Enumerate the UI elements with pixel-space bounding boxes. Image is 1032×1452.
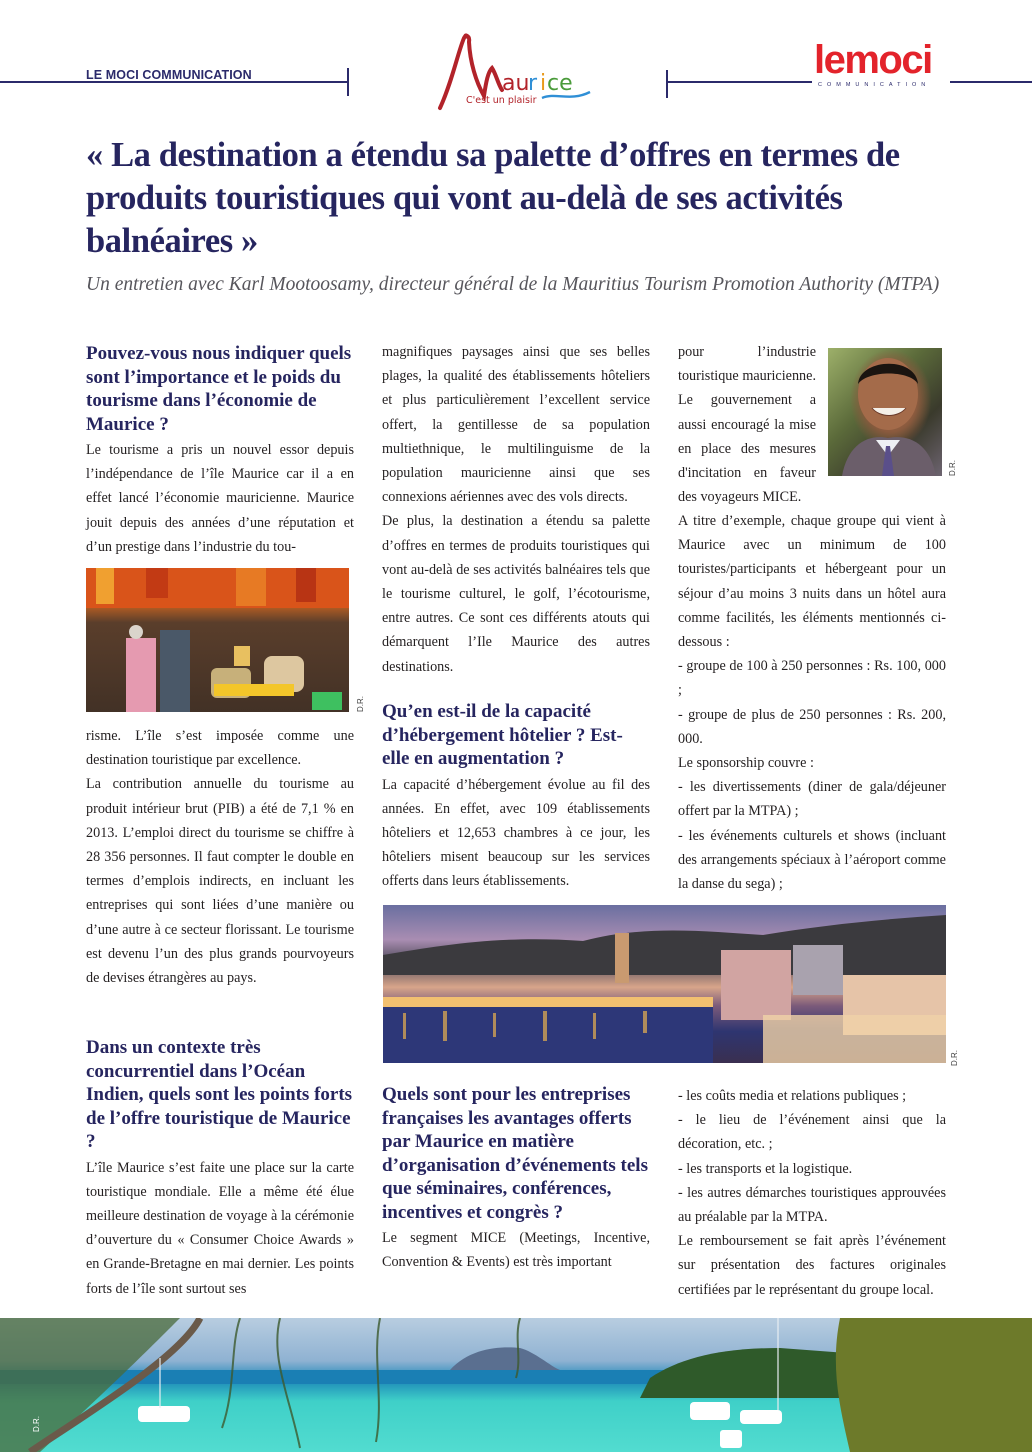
answer-2-part-3: De plus, la destination a étendu sa palette d’offres en termes de produits touristiques qui vont au-delà de ses activités balnéaires tels que le tourisme culturel, le golf, l’écotourisme, entre autres. Ce sont ces différents atouts qui démarquent l’Ile Maurice des autres destinations. — [382, 513, 650, 675]
svg-text:au: au — [502, 71, 530, 96]
column-2-top — [382, 340, 650, 679]
article-subtitle: Un entretien avec Karl Mootoosamy, directeur général de la Mauritius Tourism Promotion Authority (MTPA) — [86, 274, 940, 295]
column-3-bottom — [678, 1084, 946, 1302]
column-1-middle — [86, 724, 354, 990]
list-item: - groupe de 100 à 250 personnes : Rs. 100, 000 ; — [678, 658, 946, 699]
question-2: Dans un contexte très concurrentiel dans l’Océan Indien, quels sont les points forts de l’offre touristique de Maurice ? — [86, 1037, 353, 1152]
list-item: - le lieu de l’événement ainsi que la décoration, etc. ; — [678, 1112, 946, 1153]
list-item: - groupe de plus de 250 personnes : Rs. 200, 000. — [678, 706, 946, 747]
section-label: LE MOCI COMMUNICATION — [86, 68, 252, 82]
list-item: - les événements culturels et shows (incluant des arrangements spéciaux à l’aéroport comme la danse du sega) ; — [678, 827, 946, 893]
svg-text:ce: ce — [547, 71, 573, 96]
answer-4-part-1: pour l’industrie touristique mauricienne. Le gouvernement a aussi encouragé la mise en place des mesures d'incitation en faveur des voyageurs MICE. — [678, 344, 816, 506]
list-item: - les autres démarches touristiques approuvées au préalable par la MTPA. — [678, 1184, 946, 1226]
market-photo-credit: D.R. — [356, 696, 365, 712]
answer-1-part-1: Le tourisme a pris un nouvel essor depuis l’indépendance de l’île Maurice car il a en effet lancé l’économie mauricienne. Maurice jouit depuis des années d’une réputation et d’un prestige dans l’industrie du tou- — [86, 442, 354, 555]
beach-banner-credit: D.R. — [32, 1416, 41, 1432]
lemoci-sub: COMMUNICATION — [818, 82, 931, 88]
header-rule-right-tick — [666, 70, 668, 98]
maurice-logo — [430, 32, 600, 114]
answer-4-part-2: A titre d’exemple, chaque groupe qui vient à Maurice avec un minimum de 100 touristes/participants et hébergeant pour un séjour d’au moins 3 nuits dans un hôtel aura comme facilités, les éléments mentionnés ci-dessous : — [678, 513, 946, 651]
answer-2-part-2: magnifiques paysages ainsi que ses belles plages, la qualité des établissements hôteliers et plus particulièrement l’excellent service offert, la gentillesse de sa population multiethnique, le multilinguisme de la population mauricienne ainsi que ses connexions aériennes avec des vols directs. — [382, 344, 650, 506]
answer-4-part-3: Le sponsorship couvre : — [678, 755, 814, 772]
city-skyline-icon — [383, 905, 946, 1063]
answer-5-part-1: Le segment MICE (Meetings, Incentive, Convention & Events) est très important — [382, 1230, 650, 1271]
column-2-bottom — [382, 1083, 650, 1274]
answer-2-part-1: L’île Maurice s’est faite une place sur la carte touristique mondiale. Elle a même été élue meilleure destination de voyage à la cérémonie d’ouverture du « Consumer Choice Awards » en Grande-Bretagne en mai dernier. Les points forts de l’île sont surtout ses — [86, 1159, 354, 1297]
portrait-photo — [828, 348, 942, 476]
city-photo-credit: D.R. — [950, 1050, 959, 1066]
market-scene-icon — [86, 568, 349, 712]
list-item: - les transports et la logistique. — [678, 1160, 853, 1177]
list-item: - les coûts media et relations publiques ; — [678, 1088, 907, 1104]
portrait-person-icon — [828, 348, 942, 476]
column-3-top — [678, 340, 816, 509]
question-1: Pouvez-vous nous indiquer quels sont l’importance et le poids du tourisme dans l’économie de Maurice ? — [86, 343, 352, 435]
question-4: Quels sont pour les entreprises françaises les avantages offerts par Maurice en matière d’organisation d’événements tels que séminaires, conférences, incentives et congrès ? — [382, 1084, 648, 1223]
city-photo — [383, 905, 946, 1063]
answer-1-part-2: risme. L’île s’est imposée comme une destination touristique par excellence. — [86, 728, 354, 769]
column-3-middle — [678, 509, 946, 896]
lemoci-logo — [812, 38, 950, 94]
market-photo — [86, 568, 349, 712]
portrait-photo-credit: D.R. — [948, 460, 957, 476]
svg-text:i: i — [540, 71, 547, 96]
beach-banner-photo — [0, 1318, 1032, 1452]
column-1-bottom — [86, 1036, 354, 1301]
column-1-top — [86, 342, 354, 559]
svg-text:r: r — [528, 71, 538, 96]
article-title: « La destination a étendu sa palette d’offres en termes de produits touristiques qui vont au-delà de ses activités balnéaires » — [86, 136, 900, 260]
header-rule-left-tick — [347, 68, 349, 96]
maurice-tagline: C'est un plaisir — [466, 95, 537, 106]
beach-scene-icon — [0, 1318, 1032, 1452]
list-item: - les divertissements (diner de gala/déjeuner offert par la MTPA) ; — [678, 779, 946, 820]
question-3: Qu’en est-il de la capacité d’hébergement hôtelier ? Est-elle en augmentation ? — [382, 701, 623, 769]
answer-1-part-3: La contribution annuelle du tourisme au produit intérieur brut (PIB) a été de 7,1 % en 2013. L’emploi direct du tourisme se chiffre à 28 356 personnes. Il faut compter le double en termes d’emplois indirects, en incluant les entreprises qui sont liées d’une manière ou d’une autre à ce secteur florissant. Le tourisme est devenu l’un des plus grands pourvoyeurs de devises étrangères au pays. — [86, 776, 354, 987]
column-2-middle — [382, 700, 650, 894]
lemoci-wordmark: lemoci — [814, 38, 932, 82]
answer-5-part-2: Le remboursement se fait après l’événement sur présentation des factures originales certifiées par le représentant du groupe local. — [678, 1233, 946, 1298]
answer-3: La capacité d’hébergement évolue au fil des années. En effet, avec 109 établissements hôteliers et 12,653 chambres à ce jour, les hôteliers misent beaucoup sur les services offerts dans leurs établissements. — [382, 776, 650, 890]
